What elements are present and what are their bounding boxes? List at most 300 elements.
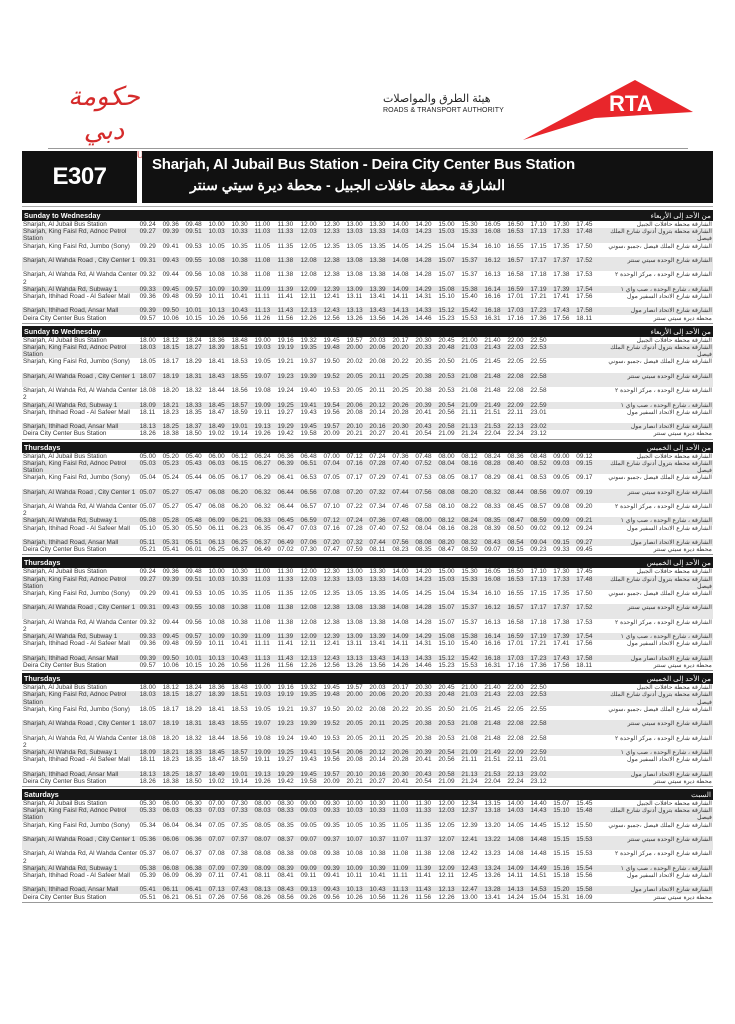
- departure-time: 19.16: [277, 684, 294, 692]
- rta-logo-icon: [523, 78, 693, 140]
- departure-time: 19.54: [323, 402, 346, 409]
- departure-time: 08.03: [255, 807, 278, 821]
- departure-time: 07.30: [300, 546, 317, 554]
- table-row: [22, 409, 713, 423]
- departure-time: 07.40: [369, 524, 386, 532]
- departure-time: 22.58: [530, 387, 547, 395]
- departure-time: 08.36: [507, 452, 524, 460]
- departure-time: 09.39: [140, 307, 163, 314]
- departure-time: 20.50: [438, 705, 455, 713]
- table-row: [22, 546, 713, 553]
- stop-name-english: Sharjah, Al Jubail Bus Station: [23, 221, 107, 228]
- departure-time: 14.48: [530, 836, 553, 850]
- departure-time: 20.09: [323, 777, 340, 785]
- departure-time: 20.38: [415, 373, 438, 387]
- departure-time: 12.41: [323, 640, 340, 648]
- departure-time: 21.53: [484, 771, 507, 778]
- departure-time: 11.35: [277, 590, 294, 597]
- departure-time: 06.37: [255, 539, 278, 546]
- departure-time: 09.21: [576, 517, 599, 524]
- departure-time: 06.23: [231, 524, 248, 532]
- departure-time: 13.00: [461, 893, 478, 901]
- departure-time: 06.39: [277, 460, 300, 474]
- table-row: [22, 373, 713, 387]
- departure-time: 21.09: [461, 749, 484, 756]
- departure-time: 11.38: [415, 850, 432, 858]
- departure-time: 16.50: [507, 221, 524, 228]
- departure-time: 18.13: [140, 423, 163, 430]
- departure-time: 11.05: [254, 242, 271, 250]
- departure-time: 17.16: [507, 661, 524, 669]
- departure-time: 09.00: [553, 452, 570, 460]
- departure-time: 16.08: [484, 576, 507, 590]
- departure-time: 05.23: [163, 460, 186, 474]
- departure-time: 17.23: [530, 655, 553, 662]
- departure-time: 09.03: [553, 460, 576, 474]
- departure-time: 13.30: [369, 568, 386, 576]
- departure-time: 16.53: [507, 228, 530, 242]
- departure-time: 13.24: [484, 865, 507, 872]
- departure-time: 15.53: [461, 314, 478, 322]
- departure-time: 05.30: [162, 524, 179, 532]
- departure-time: 07.44: [369, 539, 392, 546]
- departure-time: 07.56: [392, 539, 415, 546]
- departure-time: 14.31: [415, 640, 432, 648]
- departure-time: 14.05: [392, 590, 409, 597]
- departure-time: 06.44: [277, 502, 294, 510]
- departure-time: 09.39: [140, 655, 163, 662]
- stop-name-english: Sharjah, King Faisl Rd, Jumbo (Sony): [23, 358, 130, 366]
- departure-time: 05.40: [185, 452, 202, 460]
- departure-time: 06.11: [163, 886, 186, 893]
- departure-time: 22.58: [530, 373, 553, 387]
- departure-time: 19.24: [277, 734, 294, 742]
- section-label-arabic: من الأحد إلى الأربعاء: [650, 211, 711, 220]
- departure-time: 15.40: [461, 640, 478, 648]
- departure-time: 14.31: [415, 293, 432, 300]
- departure-time: 07.09: [209, 865, 232, 872]
- departure-time: 07.03: [209, 807, 232, 821]
- stop-name-english: Deira City Center Bus Station: [23, 546, 107, 554]
- stop-name-arabic: الشارقة شارع الاتحاد السفير مول: [626, 756, 712, 764]
- departure-time: 21.13: [461, 423, 484, 430]
- departure-time: 18.56: [231, 387, 248, 395]
- departure-time: 22.08: [507, 387, 524, 395]
- departure-time: 19.54: [323, 749, 346, 756]
- departure-time: 15.04: [530, 893, 547, 901]
- departure-time: 20.06: [346, 402, 369, 409]
- departure-time: 08.26: [254, 893, 271, 901]
- section-header: [22, 789, 713, 800]
- departure-time: 22.58: [530, 734, 547, 742]
- stop-name-english: Sharjah, Al Jubail Bus Station: [23, 452, 107, 460]
- departure-time: 16.14: [484, 286, 507, 293]
- table-row: [22, 257, 713, 271]
- departure-time: 08.28: [461, 524, 478, 532]
- stop-name-english: Sharjah, Ithihad Road - Al Safeer Mall: [23, 293, 130, 300]
- departure-time: 19.03: [255, 691, 278, 705]
- stop-name-english: Sharjah, Ithihad Road - Al Safeer Mall: [23, 524, 130, 532]
- departure-time: 11.03: [255, 228, 278, 242]
- departure-time: 06.06: [163, 836, 186, 850]
- departure-time: 15.54: [576, 865, 599, 872]
- departure-time: 09.23: [530, 546, 547, 554]
- departure-time: 19.57: [346, 684, 363, 692]
- departure-time: 19.09: [255, 749, 278, 756]
- stop-name-arabic: الشارقة شارع الاتحاد السفير مول: [626, 293, 712, 300]
- departure-time: 11.56: [415, 893, 432, 901]
- departure-time: 09.04: [530, 539, 553, 546]
- departure-time: 18.24: [185, 336, 202, 344]
- departure-time: 20.41: [415, 756, 432, 764]
- departure-time: 20.26: [392, 402, 415, 409]
- table-row: [22, 489, 713, 503]
- departure-time: 17.13: [530, 228, 553, 242]
- departure-time: 20.02: [346, 705, 363, 713]
- departure-time: 11.03: [392, 807, 415, 821]
- departure-time: 06.01: [185, 546, 202, 554]
- departure-time: 18.11: [139, 408, 156, 416]
- departure-time: 06.00: [208, 452, 225, 460]
- departure-time: 06.09: [209, 517, 232, 524]
- departure-time: 20.30: [392, 423, 415, 430]
- departure-time: 06.03: [163, 807, 186, 821]
- departure-time: 19.21: [277, 358, 294, 366]
- departure-time: 21.08: [461, 373, 484, 387]
- departure-time: 17.41: [553, 293, 570, 300]
- departure-time: 16.16: [484, 640, 501, 648]
- departure-time: 13.05: [346, 590, 363, 597]
- departure-time: [576, 430, 599, 437]
- departure-time: 09.05: [300, 821, 317, 829]
- departure-time: 07.46: [392, 502, 409, 510]
- departure-time: 09.56: [185, 618, 202, 626]
- departure-time: 19.48: [323, 691, 346, 705]
- departure-time: 21.43: [484, 344, 507, 358]
- departure-time: 09.45: [576, 546, 593, 554]
- departure-time: 22.00: [507, 336, 524, 344]
- departure-time: 09.33: [323, 807, 346, 821]
- departure-time: 14.46: [415, 661, 432, 669]
- departure-time: 12.43: [323, 307, 346, 314]
- departure-time: 22.50: [530, 684, 547, 692]
- table-row: [22, 315, 713, 322]
- departure-time: 10.38: [231, 618, 248, 626]
- departure-time: 19.13: [255, 771, 278, 778]
- departure-time: 09.37: [323, 836, 346, 850]
- departure-time: 09.31: [140, 257, 163, 271]
- departure-time: 05.11: [140, 539, 163, 546]
- departure-time: 18.25: [163, 771, 186, 778]
- departure-time: 22.13: [507, 423, 530, 430]
- departure-time: 18.45: [209, 749, 232, 756]
- departure-time: 22.03: [507, 344, 530, 358]
- departure-time: 07.48: [415, 452, 432, 460]
- departure-time: 11.56: [277, 661, 294, 669]
- departure-time: 14.43: [530, 807, 553, 821]
- departure-time: 23.12: [530, 430, 547, 438]
- departure-time: 09.12: [576, 452, 593, 460]
- departure-time: 11.00: [254, 221, 271, 228]
- departure-time: 12.41: [461, 836, 484, 850]
- departure-time: 10.41: [369, 871, 386, 879]
- departure-time: 15.04: [438, 242, 455, 250]
- departure-time: 06.47: [277, 524, 294, 532]
- departure-time: 19.40: [300, 734, 317, 742]
- departure-time: 11.41: [415, 871, 432, 879]
- departure-time: 21.24: [461, 777, 478, 785]
- departure-time: 18.35: [185, 408, 202, 416]
- departure-time: 16.58: [507, 618, 524, 626]
- stop-name-english: Sharjah, Al Wahda Road , City Center 1: [22, 836, 140, 850]
- departure-time: 13.35: [369, 590, 386, 597]
- departure-time: 18.15: [163, 344, 186, 358]
- departure-time: 13.38: [369, 618, 386, 626]
- departure-time: 23.01: [530, 408, 547, 416]
- route-title-arabic: الشارقة محطة حافلات الجبيل - محطة ديرة سيتي سنتر: [190, 177, 506, 193]
- stop-name-english: Sharjah, Ithihad Road, Ansar Mall: [22, 423, 140, 430]
- departure-time: 06.44: [277, 489, 300, 503]
- stop-name-english: Sharjah, Ithihad Road - Al Safeer Mall: [23, 640, 130, 648]
- departure-time: 15.12: [438, 655, 461, 662]
- stop-name-arabic: الشارقة شارع الوحدة ، مركز الوحدة ٢: [615, 618, 712, 626]
- departure-time: 09.41: [323, 871, 340, 879]
- departure-time: 13.08: [346, 257, 369, 271]
- departure-time: 12.39: [461, 821, 478, 829]
- table-row: [22, 720, 713, 734]
- departure-time: 12.38: [323, 618, 340, 626]
- departure-time: 15.03: [438, 228, 461, 242]
- departure-time: 07.17: [346, 474, 363, 482]
- departure-time: 19.37: [300, 705, 317, 713]
- stop-name-english: Deira City Center Bus Station: [23, 314, 107, 322]
- departure-time: 18.27: [186, 344, 209, 358]
- departure-time: 22.55: [530, 358, 547, 366]
- departure-time: 19.40: [300, 387, 317, 395]
- departure-time: 17.56: [576, 640, 593, 648]
- table-row: [22, 633, 713, 640]
- departure-time: 14.13: [392, 655, 415, 662]
- departure-time: 19.11: [254, 408, 271, 416]
- stop-name-arabic: محطة ديرة سيتي سنتر: [653, 661, 712, 669]
- departure-time: 09.48: [162, 640, 179, 648]
- timetable-table: [22, 453, 713, 554]
- table-row: [22, 358, 713, 372]
- departure-time: 19.52: [323, 720, 346, 734]
- stop-name-english: Sharjah, Al Wahda Road , City Center 1: [22, 489, 140, 503]
- departure-time: 17.18: [530, 271, 547, 279]
- departure-time: 19.27: [277, 408, 294, 416]
- stop-name-english: Sharjah, Al Wahda Rd, Al Wahda Center 2: [23, 850, 138, 865]
- departure-time: 19.19: [277, 344, 300, 358]
- departure-time: 17.10: [530, 221, 547, 228]
- departure-time: 15.00: [438, 568, 455, 576]
- departure-time: 14.00: [392, 221, 409, 228]
- departure-time: 15.08: [438, 633, 461, 640]
- departure-time: 16.10: [484, 590, 501, 597]
- departure-time: 06.38: [186, 865, 209, 872]
- departure-time: 22.24: [507, 777, 524, 785]
- departure-time: 09.59: [185, 640, 202, 648]
- departure-time: 18.17: [162, 705, 179, 713]
- departure-time: 19.39: [300, 373, 323, 387]
- departure-time: 20.21: [346, 777, 363, 785]
- departure-time: 11.13: [392, 886, 415, 893]
- header-divider: [48, 148, 688, 149]
- departure-time: 06.25: [208, 546, 225, 554]
- departure-time: 14.13: [507, 886, 530, 893]
- timetable-table: [22, 337, 713, 438]
- departure-time: 21.51: [484, 408, 501, 416]
- departure-time: 20.27: [369, 777, 386, 785]
- departure-time: 16.31: [484, 661, 501, 669]
- departure-time: 11.09: [255, 286, 278, 293]
- departure-time: 17.56: [553, 314, 570, 322]
- departure-time: 06.41: [186, 886, 209, 893]
- table-row: [22, 706, 713, 720]
- section-header: [22, 673, 713, 684]
- departure-time: 10.00: [346, 799, 363, 807]
- section-divider: [22, 670, 713, 671]
- departure-time: 19.03: [255, 344, 278, 358]
- departure-time: 20.25: [392, 720, 415, 734]
- departure-time: 18.57: [232, 749, 255, 756]
- departure-time: 08.43: [484, 539, 507, 546]
- departure-time: 20.39: [415, 749, 438, 756]
- departure-time: 18.55: [232, 720, 255, 734]
- stop-name-arabic: الشارقة ، شارع الوحدة ، صب واي ١: [599, 517, 713, 524]
- departure-time: 07.34: [369, 502, 386, 510]
- departure-time: 18.36: [208, 684, 225, 692]
- departure-time: [553, 706, 576, 720]
- stop-name-arabic: الشارقة ، شارع الوحدة ، صب واي ١: [599, 865, 713, 872]
- departure-time: 11.33: [415, 807, 438, 821]
- departure-time: 17.38: [553, 618, 570, 626]
- departure-time: 20.11: [369, 720, 392, 734]
- departure-time: 10.05: [208, 590, 225, 597]
- departure-time: 11.35: [277, 242, 294, 250]
- departure-time: 17.58: [576, 307, 599, 314]
- stop-name-english: Sharjah, Al Jubail Bus Station: [23, 799, 107, 807]
- departure-time: 20.06: [369, 691, 392, 705]
- section-divider: [22, 786, 713, 787]
- departure-time: [576, 387, 599, 401]
- departure-time: 16.59: [507, 633, 530, 640]
- departure-time: 13.39: [369, 633, 392, 640]
- departure-time: 18.11: [576, 661, 593, 669]
- departure-time: 07.26: [208, 893, 225, 901]
- departure-time: [553, 387, 576, 401]
- stop-name-english: Sharjah, Ithihad Road, Ansar Mall: [22, 771, 140, 778]
- departure-time: 19.52: [323, 373, 346, 387]
- table-row: [22, 822, 713, 836]
- departure-time: 10.11: [208, 293, 225, 300]
- table-row: [22, 662, 713, 669]
- departure-time: 19.32: [300, 684, 317, 692]
- departure-time: 19.43: [300, 408, 317, 416]
- departure-time: 12.05: [438, 821, 455, 829]
- departure-time: 20.12: [369, 749, 392, 756]
- departure-time: 07.58: [415, 502, 432, 510]
- stop-name-arabic: محطة ديرة سيتي سنتر: [653, 314, 712, 322]
- departure-time: 16.16: [484, 293, 501, 300]
- departure-time: 19.56: [323, 756, 340, 764]
- departure-time: 18.47: [208, 408, 225, 416]
- table-row: [22, 619, 713, 633]
- departure-time: 06.27: [255, 460, 278, 474]
- departure-time: 17.52: [576, 257, 599, 271]
- departure-time: 07.52: [392, 524, 409, 532]
- departure-time: 07.16: [323, 524, 340, 532]
- departure-time: 13.43: [369, 307, 392, 314]
- departure-time: [553, 358, 576, 372]
- departure-time: 14.23: [415, 228, 438, 242]
- departure-time: 17.19: [530, 633, 553, 640]
- departure-time: 21.45: [484, 705, 501, 713]
- departure-time: 16.05: [484, 221, 501, 228]
- stop-name-english: Deira City Center Bus Station: [23, 661, 107, 669]
- stop-name-english: Sharjah, King Faisl Rd, Jumbo (Sony): [23, 590, 130, 597]
- departure-time: 06.33: [255, 517, 278, 524]
- departure-time: 09.00: [300, 799, 317, 807]
- stop-name-english: Sharjah, Al Wahda Rd, Subway 1: [22, 286, 140, 293]
- departure-time: 09.11: [300, 871, 317, 879]
- departure-time: 15.16: [553, 865, 576, 872]
- stop-name-english: Sharjah, Ithihad Road, Ansar Mall: [22, 886, 140, 893]
- departure-time: 07.39: [232, 865, 255, 872]
- departure-time: 17.43: [553, 307, 576, 314]
- departure-time: 20.16: [369, 423, 392, 430]
- timetable-section: [22, 673, 713, 787]
- departure-time: [576, 344, 599, 358]
- timetable-section: [22, 210, 713, 324]
- departure-time: 16.58: [507, 271, 524, 279]
- departure-time: 10.01: [186, 307, 209, 314]
- departure-time: 20.58: [438, 423, 461, 430]
- departure-time: 18.53: [231, 705, 248, 713]
- departure-time: 22.53: [530, 691, 553, 705]
- departure-time: 09.41: [162, 242, 179, 250]
- departure-time: 14.28: [415, 618, 432, 626]
- departure-time: 17.45: [576, 221, 593, 228]
- departure-time: 09.09: [553, 517, 576, 524]
- departure-time: 15.23: [438, 661, 455, 669]
- departure-time: 19.07: [255, 373, 278, 387]
- departure-time: 11.11: [392, 871, 408, 879]
- departure-time: 14.46: [415, 314, 432, 322]
- departure-time: 08.04: [415, 524, 432, 532]
- departure-time: 17.18: [530, 618, 547, 626]
- stop-name-arabic: الشارقة محطة بترول أدنوك شارع الملك فيصل: [599, 460, 713, 474]
- departure-time: 13.38: [369, 271, 386, 279]
- section-divider: [22, 323, 713, 324]
- departure-time: 13.28: [484, 886, 507, 893]
- title-divider: [22, 206, 713, 207]
- stop-name-english: Sharjah, Ithihad Road, Ansar Mall: [22, 539, 140, 546]
- departure-time: 19.27: [277, 756, 294, 764]
- departure-time: 09.20: [576, 502, 593, 510]
- departure-time: 07.56: [415, 489, 438, 503]
- departure-time: 16.05: [484, 568, 501, 576]
- departure-time: 19.19: [277, 691, 300, 705]
- departure-time: 05.21: [139, 546, 156, 554]
- table-row: [22, 228, 713, 242]
- timetable-section: [22, 442, 713, 556]
- table-row: [22, 307, 713, 314]
- departure-time: 20.03: [369, 336, 386, 344]
- departure-time: 18.32: [185, 734, 202, 742]
- departure-time: 12.43: [323, 655, 346, 662]
